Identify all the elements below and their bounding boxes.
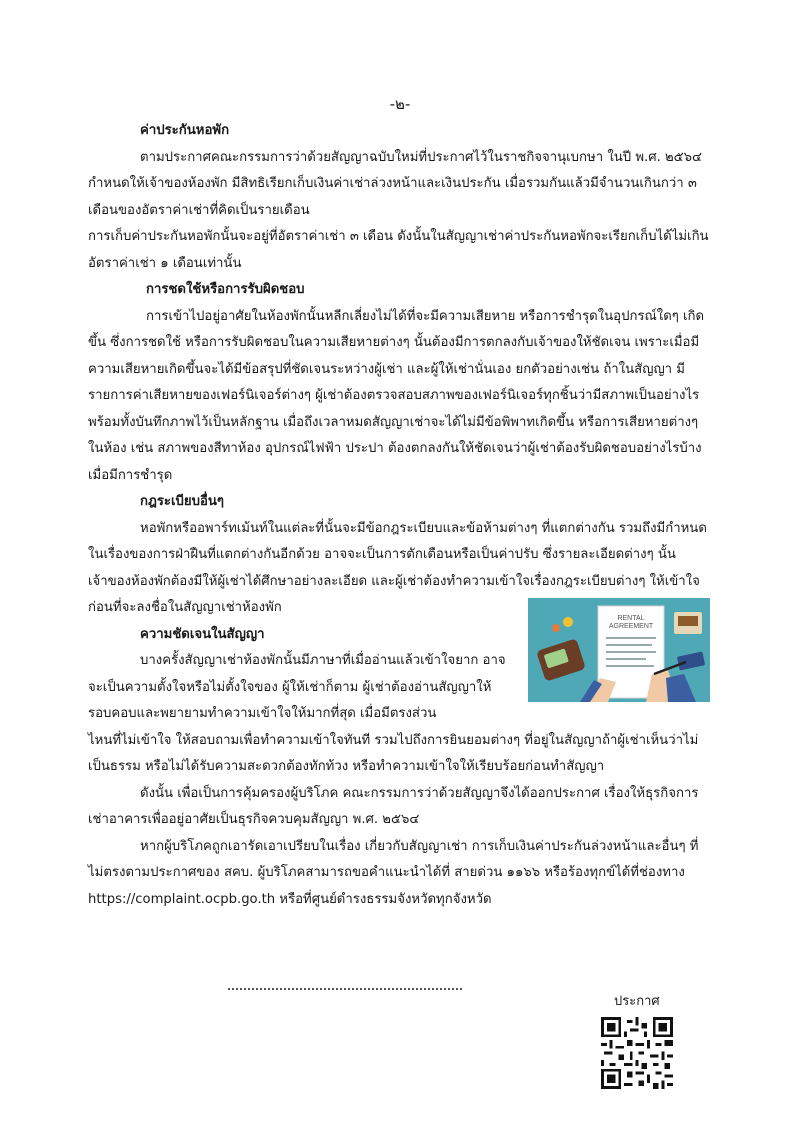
- liability-heading: การชดใช้หรือการรับผิดชอบ: [146, 282, 305, 297]
- illustration-title-2: AGREEMENT: [608, 622, 654, 630]
- page-number: -๒-: [389, 95, 411, 113]
- clarity-paragraph-3: หากผู้บริโภคถูกเอารัดเอาเปรียบในเรื่อง เกี่ยวกับสัญญาเช่า การเก็บเงินค่าประกันล่วงหน้าและอื่นๆ ที่ไม่ตรงตามประกาศของ สคบ. ผู้บริโภคสามารถขอคำแนะนำได้ที่ สายด่วน ๑๑๖๖ หรือร้องทุกข์ได้ที่ช่องทาง https://complaint.ocpb.go.th หรือที่ศูนย์ดำรงธรรมจังหวัดทุกจังหวัด: [88, 838, 699, 907]
- deposit-heading: ค่าประกันหอพัก: [140, 123, 230, 138]
- rules-paragraph: หอพักหรืออพาร์ทเม้นท์ในแต่ละที่นั้นจะมีข้อกฎระเบียบและข้อห้ามต่างๆ ที่แตกต่างกัน รวมถึงมีกำหนด ในเรื่องของการฝ่าฝืนที่แตกต่างกันอีกด้วย อาจจะเป็นการตักเตือนหรือเป็นค่าปรับ ซึ่งรายละเอียดต่างๆ นั้นเจ้าของห้องพักต้องมีให้ผู้เช่าได้ศึกษาอย่างละเอียด และผู้เช่าต้องทำความเข้าใจเรื่องกฎระเบียบต่างๆ ให้เข้าใจก่อนที่จะลงชื่อในสัญญาเช่าห้องพัก: [88, 520, 707, 615]
- liability-paragraph: การเข้าไปอยู่อาศัยในห้องพักนั้นหลีกเลี่ยงไม่ได้ที่จะมีความเสียหาย หรือการชำรุดในอุปกรณ์ใดๆ เกิดขึ้น ซึ่งการชดใช้ หรือการรับผิดชอบในความเสียหายต่างๆ นั้นต้องมีการตกลงกับเจ้าของให้ชัดเจน เพราะเมื่อมีความเสียหายเกิดขึ้นจะได้มีข้อสรุปที่ชัดเจนระหว่างผู้เช่า และผู้ให้เช่านั่นเอง ยกตัวอย่างเช่น ถ้าในสัญญา มีรายการค่าเสียหายของเฟอร์นิเจอร์ต่างๆ ผู้เช่าต้องตรวจสอบสภาพของเฟอร์นิเจอร์ทุกชิ้นว่ามีสภาพเป็นอย่างไร พร้อมทั้งบันทึกภาพไว้เป็นหลักฐาน เมื่อถึงเวลาหมดสัญญาเช่าจะได้ไม่มีข้อพิพาทเกิดขึ้น หรือการเสียหายต่างๆ ในห้อง เช่น สภาพของสีทาห้อง อุปกรณ์ไฟฟ้า ประปา ต้องตกลงกันให้ชัดเจนว่าผู้เช่าต้องรับผิดชอบอย่างไรบ้างเมื่อมีการชำรุด: [88, 308, 705, 483]
- clarity-heading: ความชัดเจนในสัญญา: [140, 626, 265, 642]
- clarity-paragraph-2: ดังนั้น เพื่อเป็นการคุ้มครองผู้บริโภค คณะกรรมการว่าด้วยสัญญาจึงได้ออกประกาศ เรื่องให้ธุรกิจการเช่าอาคารเพื่ออยู่อาศัยเป็นธุรกิจควบคุมสัญญา พ.ศ. ๒๕๖๔: [88, 785, 699, 827]
- clarity-paragraph-end: ไหนที่ไม่เข้าใจ ให้สอบถามเพื่อทำความเข้าใจทันที รวมไปถึงการยินยอมต่างๆ ที่อยู่ในสัญญาถ้าผู้เช่าเห็นว่าไม่เป็นธรรม หรือไม่ได้รับความสะดวกต้องทักท้วง หรือทำความเข้าใจให้เรียบร้อยก่อนทำสัญญา: [88, 732, 699, 774]
- clarity-block: [88, 614, 710, 728]
- rules-heading: กฎระเบียบอื่นๆ: [140, 494, 224, 509]
- clarity-paragraph-start: บางครั้งสัญญาเช่าห้องพักนั้นมีภาษาที่เมื่ออ่านแล้วเข้าใจยาก อาจจะเป็นความตั้งใจหรือไม่ตั้งใจของ ผู้ให้เช่าก็ตาม ผู้เช่าต้องอ่านสัญญาให้รอบคอบและพยายามทำความเข้าใจให้มากที่สุด เมื่อมีตรงส่วน: [88, 653, 506, 721]
- deposit-paragraph-1: ตามประกาศคณะกรรมการว่าด้วยสัญญาฉบับใหม่ที่ประกาศไว้ในราชกิจจานุเบกษา ในปี พ.ศ. ๒๕๖๔ กำหนดให้เจ้าของห้องพัก มีสิทธิเรียกเก็บเงินค่าเช่าล่วงหน้าและเงินประกัน เมื่อรวมกันแล้วมีจำนวนเกินกว่า ๓ เดือนของอัตราค่าเช่าที่คิดเป็นรายเดือน: [88, 149, 703, 218]
- deposit-paragraph-2: การเก็บค่าประกันหอพักนั้นจะอยู่ที่อัตราค่าเช่า ๓ เดือน ดังนั้นในสัญญาเช่าค่าประกันหอพักจะเรียกเก็บได้ไม่เกินอัตราค่าเช่า ๑ เดือนเท่านั้น: [88, 229, 709, 271]
- illustration-title-1: RENTAL: [617, 614, 645, 622]
- document-body: [88, 118, 710, 913]
- rental-agreement-illustration: [528, 598, 710, 702]
- dotted-separator: [228, 988, 462, 990]
- qr-code-icon[interactable]: [601, 1017, 673, 1089]
- footer-label: ประกาศ: [614, 994, 660, 1009]
